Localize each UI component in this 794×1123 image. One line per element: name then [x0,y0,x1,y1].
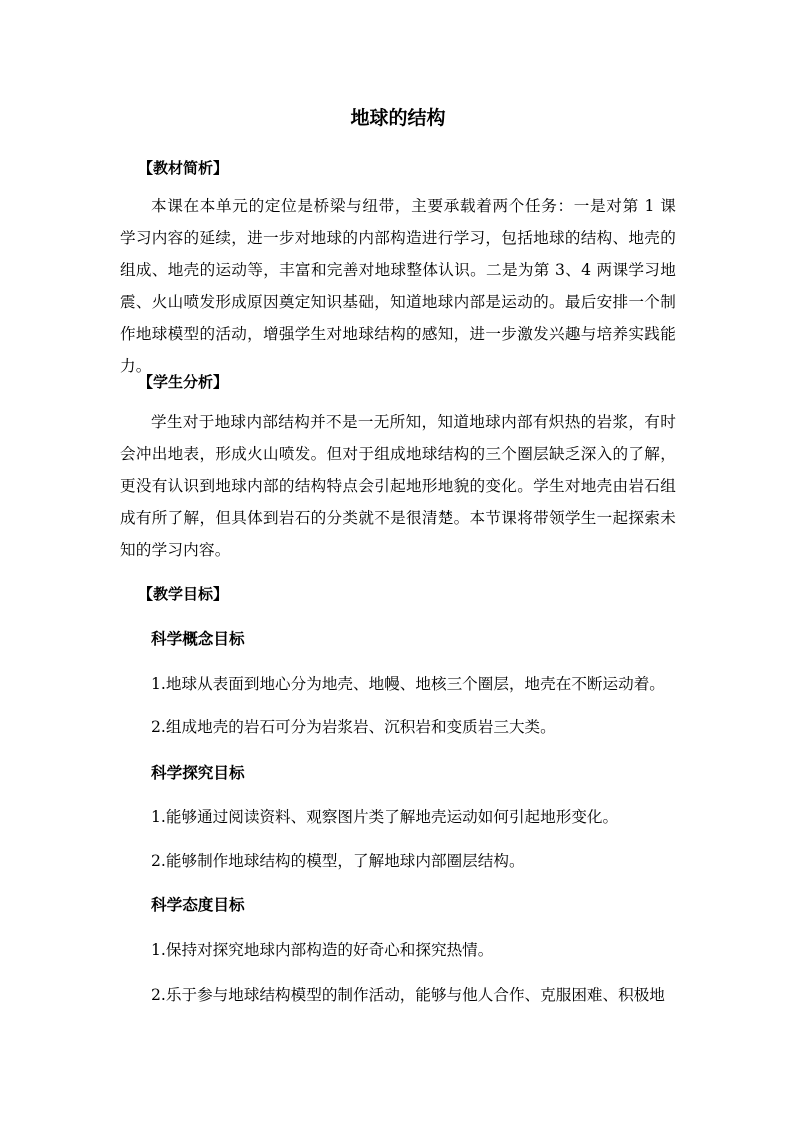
list-item: 1.保持对探究地球内部构造的好奇心和探究热情。 [151,941,494,959]
document-page [120,0,676,1123]
document-title: 地球的结构 [350,107,446,129]
section-heading-goals: 【教学目标】 [138,585,229,603]
paragraph-textbook: 本课在本单元的定位是桥梁与纽带，主要承载着两个任务：一是对第 1 课学习内容的延续，进一步对地球的内部构造进行学习，包括地球的结构、地壳的组成、地壳的运动等，丰富和完善对地球整体认识。二是为第 3、4 两课学习地震、火山喷发形成原因奠定知识基础，知道地球内部是运动的。最后安排一个制作地球模型的活动，增强学生对地球结构的感知，进一步激发兴趣与培养实践能力。 [120,197,676,375]
list-item: 2.能够制作地球结构的模型，了解地球内部圈层结构。 [151,852,525,870]
paragraph-students: 学生对于地球内部结构并不是一无所知，知道地球内部有炽热的岩浆，有时会冲出地表，形成火山喷发。但对于组成地球结构的三个圈层缺乏深入的了解，更没有认识到地球内部的结构特点会引起地形地貌的变化。学生对地壳由岩石组成有所了解，但具体到岩石的分类就不是很清楚。本节课将带领学生一起探索未知的学习内容。 [120,413,676,559]
list-item: 2.乐于参与地球结构模型的制作活动，能够与他人合作、克服困难、积极地 [151,986,665,1004]
subheading-attitude-goals: 科学态度目标 [151,895,245,914]
section-heading-textbook: 【教材简析】 [138,159,229,177]
list-item: 1.地球从表面到地心分为地壳、地幔、地核三个圈层，地壳在不断运动着。 [151,675,665,693]
subheading-concept-goals: 科学概念目标 [151,629,245,648]
section-heading-students: 【学生分析】 [138,373,229,391]
list-item: 1.能够通过阅读资料、观察图片类了解地壳运动如何引起地形变化。 [151,808,619,826]
list-item: 2.组成地壳的岩石可分为岩浆岩、沉积岩和变质岩三大类。 [151,718,556,736]
subheading-inquiry-goals: 科学探究目标 [151,763,245,782]
